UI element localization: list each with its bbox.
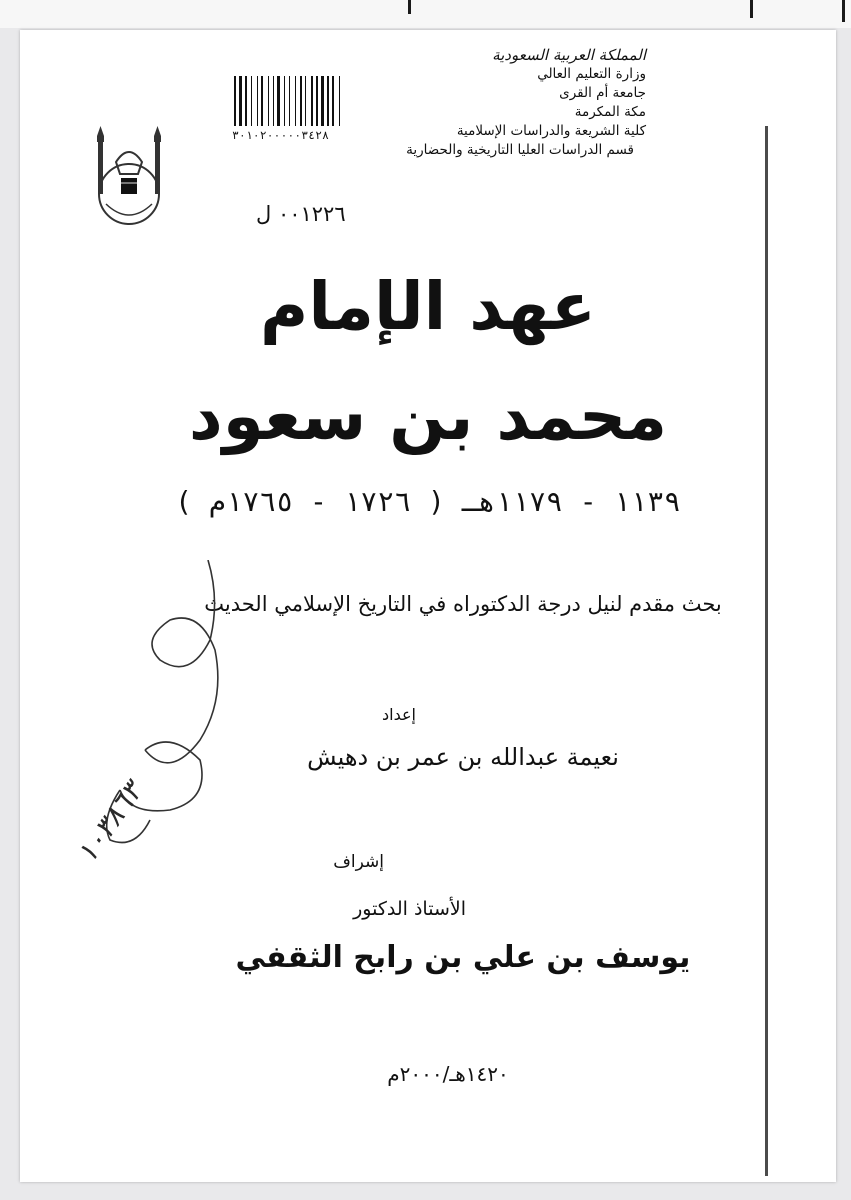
header-line-country: المملكة العربية السعودية	[492, 46, 646, 64]
header-line-ministry: وزارة التعليم العالي	[537, 66, 646, 82]
preparation-label: إعداد	[382, 705, 416, 724]
title-line-1: عهد الإمام	[260, 268, 596, 345]
handwritten-number: ١٠٣٨٦٣	[70, 776, 149, 869]
header-line-city: مكة المكرمة	[574, 104, 646, 120]
supervisor-title: الأستاذ الدكتور	[353, 898, 466, 920]
submission-year: ١٤٢٠هـ/٢٠٠٠م	[387, 1062, 509, 1086]
supervision-label: إشراف	[333, 852, 384, 872]
header-line-college: كلية الشريعة والدراسات الإسلامية	[456, 123, 646, 139]
barcode	[232, 76, 358, 128]
accession-number: ٠٠١٢٢٦ ل	[256, 202, 346, 226]
strip-mark	[842, 0, 845, 22]
degree-statement: بحث مقدم لنيل درجة الدكتوراه في التاريخ الإسلامي الحديث	[204, 592, 722, 616]
handwritten-scribble	[50, 560, 240, 1080]
strip-mark	[408, 0, 411, 14]
header-line-university: جامعة أم القرى	[559, 85, 646, 101]
title-line-2: محمد بن سعود	[188, 378, 668, 455]
institution-header	[406, 46, 646, 160]
date-range: ١١٣٩ - ١١٧٩هـ ( ١٧٢٦ - ١٧٦٥م )	[175, 485, 681, 518]
document-page	[20, 30, 836, 1182]
author-name: نعيمة عبدالله بن عمر بن دهيش	[307, 743, 619, 771]
strip-mark	[750, 0, 753, 18]
top-strip	[0, 0, 851, 28]
barcode-number: ٣٠١٠٢٠٠٠٠٠٣٤٢٨	[232, 128, 329, 142]
header-line-department: قسم الدراسات العليا التاريخية والحضارية	[406, 142, 634, 158]
supervisor-name: يوسف بن علي بن رابح الثقفي	[235, 940, 691, 975]
scan-edge-line	[765, 126, 768, 1176]
university-logo	[94, 122, 164, 232]
